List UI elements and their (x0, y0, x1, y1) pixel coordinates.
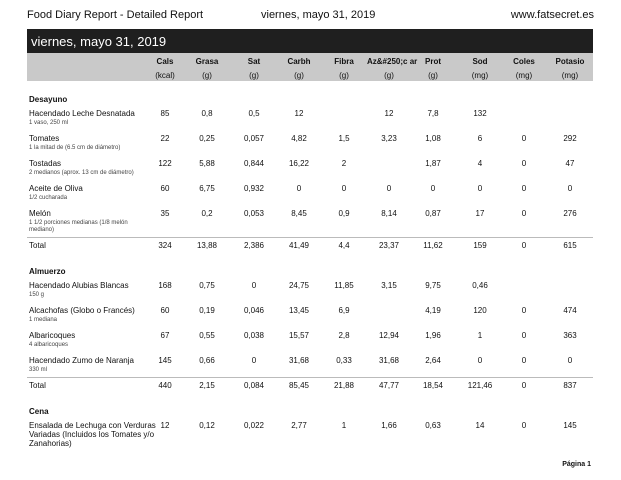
food-item-value: 122 (158, 159, 172, 168)
total-value: 0 (521, 381, 527, 390)
food-item-portion: 150 g (29, 292, 45, 298)
section-title: Desayuno (29, 95, 68, 104)
food-item-portion: 1 1/2 porciones medianas (1/8 melón mediano) (29, 220, 128, 233)
column-header: Cals (156, 57, 174, 66)
food-item-portion: 2 medianos (aprox. 13 cm de diámetro) (29, 170, 134, 176)
food-item-value: 0,87 (425, 209, 441, 218)
food-item-value: 1,08 (425, 134, 441, 143)
food-item-value: 9,75 (425, 281, 441, 290)
food-item-value: 4,82 (291, 134, 307, 143)
food-item-name: Alcachofas (Globo o Francés) (29, 306, 135, 315)
total-value: 21,88 (333, 381, 355, 390)
food-item-value: 0 (567, 184, 573, 193)
food-item-value: 132 (473, 109, 487, 118)
food-item-value: 0 (521, 421, 527, 430)
total-value: 47,77 (378, 381, 400, 390)
column-header: Sod (472, 57, 488, 66)
total-value: 615 (563, 241, 577, 250)
food-item-value: 0 (296, 184, 302, 193)
food-item-value: 47 (565, 159, 575, 168)
food-item-value: 85 (160, 109, 170, 118)
report-date: viernes, mayo 31, 2019 (261, 9, 376, 21)
food-item-value: 0,46 (472, 281, 488, 290)
total-value: 440 (158, 381, 172, 390)
food-item-value: 7,8 (427, 109, 439, 118)
food-item-value: 120 (473, 306, 487, 315)
food-item-value: 0,2 (201, 209, 213, 218)
total-divider (27, 237, 593, 238)
food-item-value: 145 (563, 421, 577, 430)
food-item-name: Albaricoques (29, 331, 76, 340)
food-item-value: 4,19 (425, 306, 441, 315)
food-item-value: 4 (477, 159, 483, 168)
food-item-value: 1 (341, 421, 347, 430)
food-item-value: 31,68 (378, 356, 400, 365)
food-item-value: 0 (341, 184, 347, 193)
food-item-value: 0,046 (243, 306, 265, 315)
total-value: 23,37 (378, 241, 400, 250)
total-value: 41,49 (288, 241, 310, 250)
total-value: 4,4 (338, 241, 350, 250)
column-unit: (kcal) (155, 71, 175, 80)
food-item-value: 0 (521, 134, 527, 143)
column-header: Az&#250;c ar (367, 57, 418, 66)
site-link[interactable]: www.fatsecret.es (510, 9, 594, 21)
total-value: 0,084 (243, 381, 265, 390)
food-item-name: Tostadas (29, 159, 62, 168)
food-item-value: 0 (567, 356, 573, 365)
food-item-value: 60 (160, 306, 170, 315)
food-item-value: 6 (477, 134, 483, 143)
food-item-value: 0,25 (199, 134, 215, 143)
food-item-value: 0,12 (199, 421, 215, 430)
food-item-value: 2,64 (425, 356, 441, 365)
food-item-value: 276 (563, 209, 577, 218)
food-item-value: 12,94 (378, 331, 400, 340)
food-item-value: 0 (386, 184, 392, 193)
food-item-value: 0,038 (243, 331, 265, 340)
food-item-value: 13,45 (288, 306, 310, 315)
food-item-value: 2,8 (338, 331, 350, 340)
food-item-value: 15,57 (288, 331, 310, 340)
food-item-name: Ensalada de Lechuga con Verduras Variadas (Incluidos los Tomates y/o Zanahorias) (29, 421, 156, 448)
section-title: Almuerzo (29, 267, 66, 276)
food-item-value: 0 (251, 281, 257, 290)
report-title: Food Diary Report - Detailed Report (27, 9, 204, 21)
food-item-value: 0,63 (425, 421, 441, 430)
total-value: 837 (563, 381, 577, 390)
total-value: 0 (521, 241, 527, 250)
food-item-value: 1 (477, 331, 483, 340)
food-item-portion: 1/2 cucharada (29, 195, 68, 201)
food-item-value: 31,68 (288, 356, 310, 365)
food-item-name: Tomates (29, 134, 60, 143)
food-item-value: 0,9 (338, 209, 350, 218)
total-value: 121,46 (467, 381, 493, 390)
column-unit: (g) (428, 71, 438, 80)
column-unit: (g) (202, 71, 212, 80)
date-banner: viernes, mayo 31, 2019 (27, 29, 593, 53)
column-unit: (g) (339, 71, 349, 80)
food-item-value: 0,55 (199, 331, 215, 340)
food-item-value: 0 (521, 209, 527, 218)
food-item-value: 0,932 (243, 184, 265, 193)
food-item-value: 8,45 (291, 209, 307, 218)
food-item-value: 24,75 (288, 281, 310, 290)
food-item-portion: 1 mediana (29, 317, 58, 323)
column-header: Grasa (195, 57, 219, 66)
section-title: Cena (29, 407, 49, 416)
column-header: Carbh (287, 57, 311, 66)
total-value: 324 (158, 241, 172, 250)
food-item-value: 145 (158, 356, 172, 365)
food-item-value: 0 (521, 356, 527, 365)
column-header: Sat (247, 57, 261, 66)
column-header: Fibra (334, 57, 354, 66)
total-value: 11,62 (423, 241, 443, 250)
food-item-value: 5,88 (199, 159, 215, 168)
food-item-name: Hacendado Zumo de Naranja (29, 356, 134, 365)
food-item-value: 0 (521, 331, 527, 340)
column-unit: (mg) (515, 71, 533, 80)
total-value: 85,45 (288, 381, 310, 390)
page-number: Página 1 (562, 461, 591, 468)
food-item-value: 2,77 (291, 421, 307, 430)
food-item-value: 0 (430, 184, 436, 193)
column-unit: (mg) (471, 71, 489, 80)
food-item-value: 0,022 (243, 421, 265, 430)
food-item-value: 22 (160, 134, 170, 143)
food-item-value: 0 (521, 159, 527, 168)
food-item-value: 6,75 (199, 184, 215, 193)
food-item-value: 0 (521, 184, 527, 193)
total-value: 2,386 (243, 241, 265, 250)
food-item-portion: 330 ml (29, 367, 48, 373)
food-item-value: 1,66 (381, 421, 397, 430)
total-value: 159 (473, 241, 487, 250)
food-item-value: 0,053 (243, 209, 265, 218)
total-divider (27, 377, 593, 378)
food-item-value: 0,75 (199, 281, 215, 290)
food-item-name: Hacendado Leche Desnatada (29, 109, 135, 118)
food-item-value: 11,85 (334, 281, 354, 290)
food-item-value: 0,66 (199, 356, 215, 365)
column-unit: (g) (294, 71, 304, 80)
food-item-value: 363 (563, 331, 577, 340)
food-item-value: 2 (341, 159, 347, 168)
food-item-value: 0 (477, 356, 483, 365)
column-header: Potasio (555, 57, 585, 66)
column-header: Coles (513, 57, 535, 66)
food-item-value: 12 (160, 421, 170, 430)
food-item-value: 0 (251, 356, 257, 365)
food-item-value: 17 (475, 209, 485, 218)
food-item-name: Hacendado Alubias Blancas (29, 281, 129, 290)
food-item-portion: 1 vaso, 250 ml (29, 120, 69, 126)
food-item-value: 0,19 (199, 306, 215, 315)
column-unit: (g) (249, 71, 259, 80)
total-value: 18,54 (422, 381, 444, 390)
food-item-value: 1,87 (425, 159, 441, 168)
food-item-portion: 4 albaricoques (29, 342, 69, 348)
report-header (27, 9, 594, 25)
food-item-name: Aceite de Oliva (29, 184, 83, 193)
total-value: 13,88 (196, 241, 218, 250)
column-header: Prot (425, 57, 441, 66)
total-value: 2,15 (199, 381, 215, 390)
food-item-value: 3,23 (381, 134, 397, 143)
food-item-value: 292 (563, 134, 577, 143)
food-item-value: 12 (294, 109, 304, 118)
food-item-value: 8,14 (381, 209, 397, 218)
food-item-value: 14 (475, 421, 485, 430)
food-item-portion: 1 la mitad de (6.5 cm de diámetro) (29, 145, 121, 151)
food-item-value: 60 (160, 184, 170, 193)
food-item-value: 12 (384, 109, 394, 118)
column-unit: (g) (384, 71, 394, 80)
food-item-value: 1,5 (338, 134, 350, 143)
food-item-value: 35 (160, 209, 170, 218)
food-item-value: 0 (477, 184, 483, 193)
food-item-name: Melón (29, 209, 51, 218)
food-item-value: 67 (160, 331, 170, 340)
food-item-value: 0,33 (336, 356, 352, 365)
food-item-value: 0,057 (243, 134, 265, 143)
food-item-value: 168 (158, 281, 172, 290)
food-item-value: 3,15 (381, 281, 397, 290)
total-label: Total (29, 241, 46, 250)
food-item-value: 1,96 (425, 331, 441, 340)
food-item-value: 0 (521, 306, 527, 315)
food-item-value: 0,5 (248, 109, 260, 118)
food-item-value: 6,9 (338, 306, 350, 315)
column-unit: (mg) (561, 71, 579, 80)
food-item-value: 0,8 (201, 109, 213, 118)
food-item-value: 16,22 (288, 159, 310, 168)
total-label: Total (29, 381, 46, 390)
food-item-value: 0,844 (243, 159, 265, 168)
food-item-value: 474 (563, 306, 577, 315)
